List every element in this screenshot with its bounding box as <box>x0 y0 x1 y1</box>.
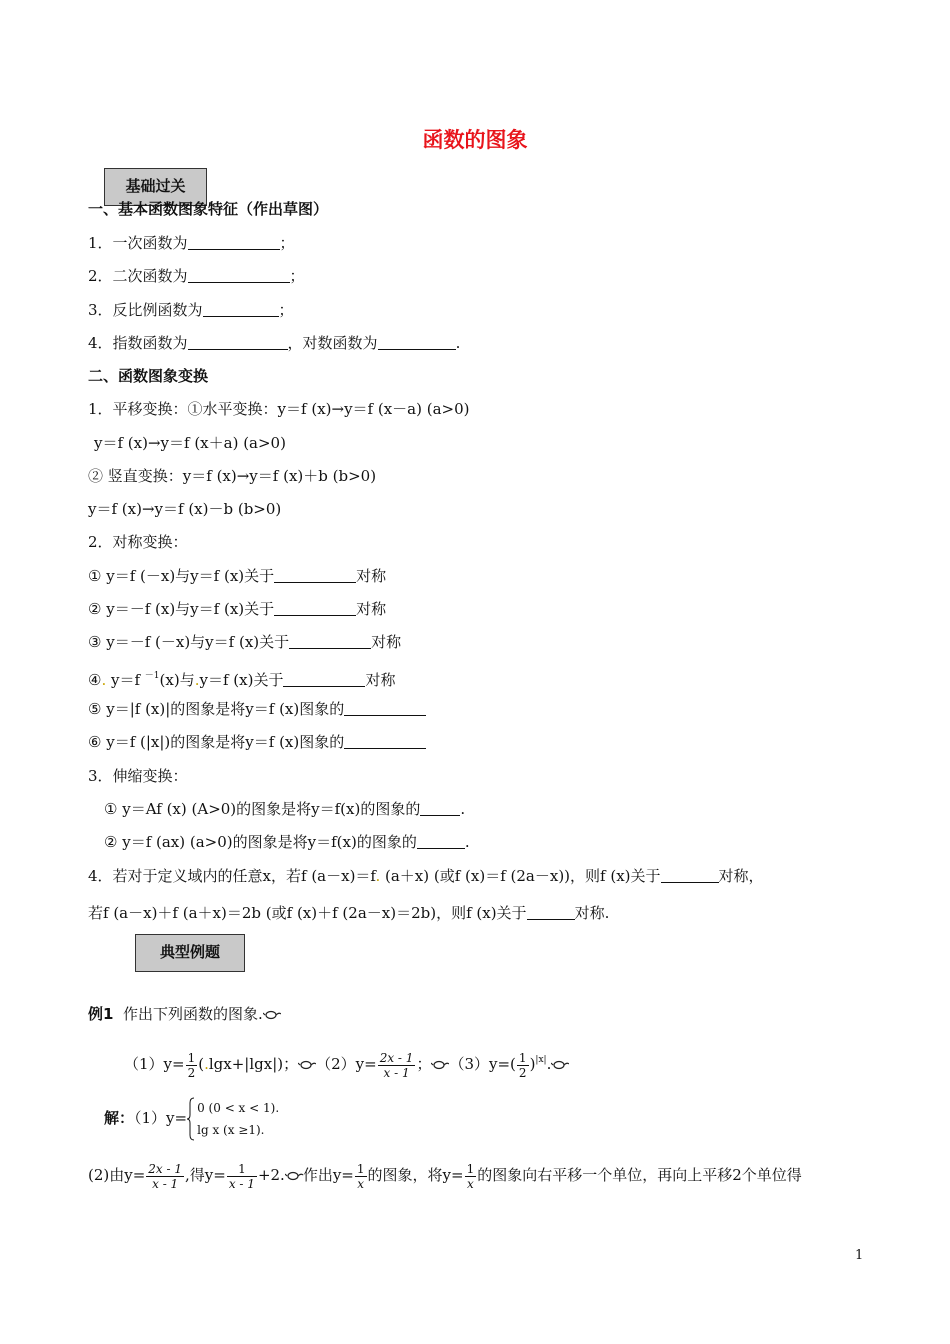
blank <box>378 333 456 350</box>
blank <box>188 233 280 250</box>
blank <box>188 266 290 283</box>
symmetry-6: ⑥ y＝f (|x|)的图象是将y＝f (x)图象的 <box>88 731 426 753</box>
blank <box>661 866 719 883</box>
mouse-icon <box>551 1060 569 1070</box>
heading-transforms: 二、函数图象变换 <box>88 367 209 385</box>
symmetry-4: ④. y＝f $^{-1}$(x)与.y＝f (x)关于 对称 <box>88 671 396 689</box>
shift-horizontal: 1．平移变换：①水平变换：y＝f (x)→y＝f (x－a) (a>0) <box>88 400 470 418</box>
blank <box>420 799 460 816</box>
mark-dot: . <box>204 1055 209 1073</box>
fraction: $\frac{1}{x - 1}$ <box>228 1161 255 1191</box>
scaling-2: ② y＝f (ax) (a>0)的图象是将y＝f(x)的图象的 . <box>104 833 470 851</box>
mouse-icon <box>298 1060 316 1070</box>
item-inverse: 3．反比例函数为 ； <box>88 301 294 319</box>
symmetry-center-condition: 若f (a－x)＋f (a＋x)＝2b (或f (x)＋f (2a－x)＝2b)，则f (x)关于 对称. <box>88 904 610 922</box>
blank <box>344 732 426 749</box>
mark-dot: . <box>101 671 107 689</box>
page-number: 1 <box>855 1248 864 1263</box>
brace-icon <box>187 1097 195 1141</box>
blank <box>283 670 365 687</box>
piecewise: 0 (0 < x < 1). lg x (x ≥1). <box>187 1097 279 1141</box>
solution-2: (2)由y= $\frac{2x - 1}{x - 1}$ ,得y= $\frac{1}{x - 1}$ +2. 作出y= $\frac{1}{x}$ 的图象，将y= $\frac{1}{x}$ 的图象向右平移一个单位，再向上平移2个单位得 <box>88 1161 802 1191</box>
fraction: $\frac{2x - 1}{x - 1}$ <box>148 1161 183 1191</box>
symmetry-3: ③ y＝－f (－x)与y＝f (x)关于 对称 <box>88 633 402 651</box>
blank <box>417 832 465 849</box>
mouse-icon <box>285 1171 303 1181</box>
symmetry-heading: 2．对称变换： <box>88 533 188 551</box>
blank <box>203 300 279 317</box>
mouse-icon <box>263 1010 281 1020</box>
fraction: $\frac{1}{x}$ <box>356 1161 365 1191</box>
fraction: $\frac{1}{2}$ <box>187 1050 196 1080</box>
scaling-1: ① y＝Af (x) (A>0)的图象是将y＝f(x)的图象的 . <box>104 800 466 818</box>
fraction: $\frac{2x - 1}{x - 1}$ <box>379 1050 414 1080</box>
blank <box>274 599 356 616</box>
symmetry-1: ① y＝f (－x)与y＝f (x)关于 对称 <box>88 567 387 585</box>
shift-vertical: ② 竖直变换：y＝f (x)→y＝f (x)＋b (b>0) <box>88 467 377 485</box>
fraction: $\frac{1}{x}$ <box>466 1161 475 1191</box>
symmetry-5: ⑤ y＝|f (x)|的图象是将y＝f (x)图象的 <box>88 698 426 720</box>
fraction: $\frac{1}{2}$ <box>518 1050 527 1080</box>
item-exp-log: 4．指数函数为 ，对数函数为 . <box>88 334 461 352</box>
example-1-parts: （1）y= $\frac{1}{2}$ (.lgx+|lgx|)； （2）y= $\frac{2x - 1}{x - 1}$ ； （3）y=( $\frac{1}{2}$ )$^{|x|}$. <box>124 1042 569 1082</box>
blank <box>274 566 356 583</box>
item-linear: 1．一次函数为 ； <box>88 234 295 252</box>
page-title: 函数的图象 <box>422 128 528 152</box>
mark-dot: . <box>375 867 381 885</box>
heading-basic-functions: 一、基本函数图象特征（作出草图） <box>88 200 329 218</box>
item-quadratic: 2．二次函数为 ； <box>88 267 305 285</box>
blank <box>344 699 426 716</box>
shift-horizontal-2: y＝f (x)→y＝f (x＋a) (a>0) <box>94 434 286 452</box>
scaling-heading: 3．伸缩变换： <box>88 767 188 785</box>
section-box-basics: 基础过关 <box>104 168 207 206</box>
example-1-title: 例1 作出下列函数的图象. <box>88 1003 281 1025</box>
section-box-examples: 典型例题 <box>135 934 245 972</box>
blank <box>527 903 575 920</box>
solution-1: 解：（1）y= 0 (0 < x < 1). lg x (x ≥1). <box>104 1096 279 1141</box>
shift-vertical-2: y＝f (x)→y＝f (x)－b (b>0) <box>88 500 282 518</box>
mark-dot: . <box>194 671 200 689</box>
mouse-icon <box>431 1060 449 1070</box>
blank <box>188 333 288 350</box>
symmetry-axis-condition: 4．若对于定义域内的任意x，若f (a－x)＝f. (a＋x) (或f (x)＝f (2a－x))，则f (x)关于 对称， <box>88 867 764 885</box>
symmetry-2: ② y＝－f (x)与y＝f (x)关于 对称 <box>88 600 387 618</box>
blank <box>289 632 371 649</box>
